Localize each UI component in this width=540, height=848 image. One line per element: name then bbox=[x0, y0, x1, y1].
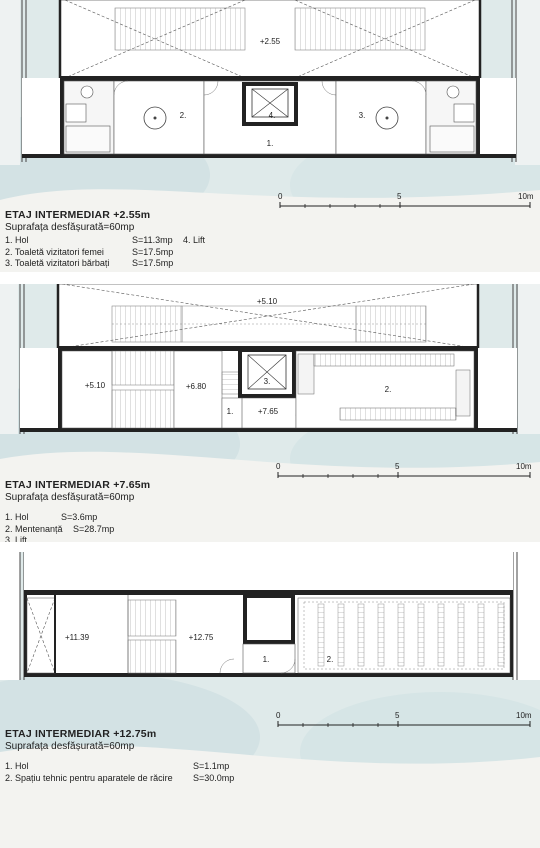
panel-title: ETAJ INTERMEDIAR +12.75m bbox=[5, 728, 157, 740]
room-area: S=30.0mp bbox=[193, 772, 235, 783]
room-1-label: 1. bbox=[226, 407, 234, 416]
scale-zero: 0 bbox=[278, 192, 283, 201]
room-name: 2. Toaletă vizitatori femei bbox=[5, 246, 104, 257]
surface-area: Suprafața desfășurată=60mp bbox=[5, 222, 135, 233]
room-row bbox=[5, 512, 305, 524]
room-area: S=28.7mp bbox=[73, 523, 115, 534]
scale-five: 5 bbox=[397, 192, 402, 201]
scale-ten: 10m bbox=[518, 192, 534, 201]
room-row bbox=[5, 773, 325, 785]
scale-ten: 10m bbox=[516, 462, 532, 471]
room-4-label: 4. bbox=[268, 111, 276, 120]
scale-five: 5 bbox=[395, 711, 400, 720]
surface-area: Suprafața desfășurată=60mp bbox=[5, 492, 135, 503]
room-1-label: 1. bbox=[266, 139, 274, 148]
room-3-label: 3. bbox=[358, 111, 366, 120]
scale-zero: 0 bbox=[276, 711, 281, 720]
level-mid-label: +12.75 bbox=[188, 633, 214, 642]
level-top-label: +5.10 bbox=[256, 297, 278, 306]
room-name: 3. Toaletă vizitatori bărbați bbox=[5, 258, 110, 268]
room-extra: 4. Lift bbox=[183, 235, 206, 245]
room-name: 1. Hol bbox=[5, 761, 29, 771]
room-area: S=11.3mp bbox=[132, 235, 173, 245]
panel-title: ETAJ INTERMEDIAR +7.65m bbox=[5, 479, 151, 491]
room-1-label: 1. bbox=[262, 655, 270, 664]
room-name: 2. Mentenanță bbox=[5, 523, 63, 534]
room-name: 3. Lift bbox=[5, 535, 28, 542]
room-row bbox=[5, 524, 305, 536]
room-row bbox=[5, 535, 305, 542]
room-2-label: 2. bbox=[179, 111, 187, 120]
room-row bbox=[5, 247, 305, 259]
floor-plan-panel-2 bbox=[0, 284, 540, 542]
scale-ten: 10m bbox=[516, 711, 532, 720]
room-3-label: 3. bbox=[263, 377, 271, 386]
level-hol-label: +7.65 bbox=[257, 407, 279, 416]
scale-zero: 0 bbox=[276, 462, 281, 471]
surface-area: Suprafața desfășurată=60mp bbox=[5, 741, 135, 752]
room-name: 1. Hol bbox=[5, 235, 29, 245]
room-area: S=17.5mp bbox=[132, 246, 174, 257]
room-area: S=3.6mp bbox=[61, 512, 98, 522]
level-label: +2.55 bbox=[259, 37, 281, 46]
caption-3 bbox=[5, 728, 325, 784]
room-2-label: 2. bbox=[326, 655, 334, 664]
caption-1 bbox=[5, 209, 305, 270]
level-left-label: +5.10 bbox=[84, 381, 106, 390]
scale-bar-1 bbox=[276, 192, 536, 214]
level-left-label: +11.39 bbox=[64, 633, 90, 642]
room-area: S=17.5mp bbox=[132, 258, 174, 268]
floor-plan-drawing-3 bbox=[0, 552, 540, 848]
panel-title: ETAJ INTERMEDIAR +2.55m bbox=[5, 209, 151, 221]
level-mid-label: +6.80 bbox=[185, 382, 207, 391]
scale-five: 5 bbox=[395, 462, 400, 471]
floor-plan-panel-3 bbox=[0, 552, 540, 848]
caption-2 bbox=[5, 479, 305, 542]
scale-bar-2 bbox=[274, 462, 536, 484]
room-row bbox=[5, 761, 325, 773]
room-row bbox=[5, 235, 305, 247]
room-name: 2. Spațiu tehnic pentru aparatele de răcire bbox=[5, 772, 173, 783]
room-row bbox=[5, 258, 305, 270]
floor-plan-panel-1 bbox=[0, 0, 540, 272]
room-area: S=1.1mp bbox=[193, 761, 230, 771]
room-name: 1. Hol bbox=[5, 512, 29, 522]
room-2-label: 2. bbox=[384, 385, 392, 394]
